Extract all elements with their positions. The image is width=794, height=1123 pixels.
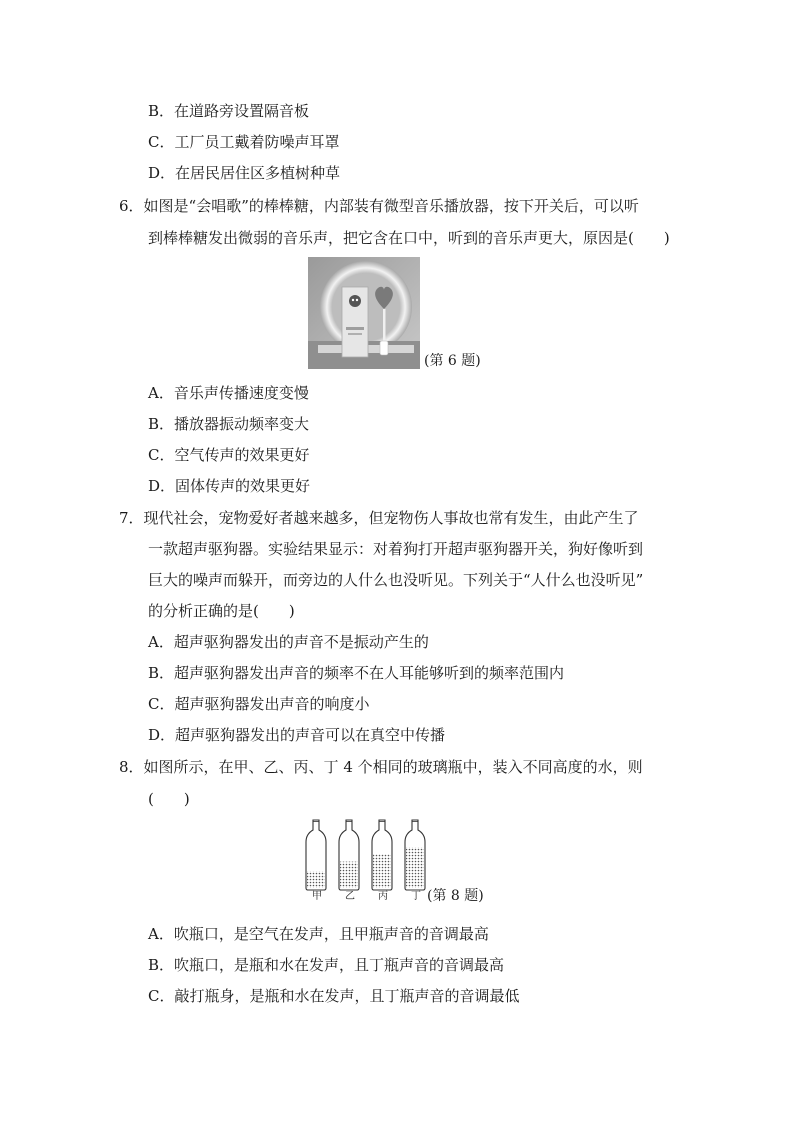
bottle-ding (405, 820, 425, 890)
q8-stem-line-1: 8．如图所示，在甲、乙、丙、丁 4 个相同的玻璃瓶中，装入不同高度的水，则 (119, 758, 643, 776)
q6-stem-line-2: 到棒棒糖发出微弱的音乐声，把它含在口中，听到的音乐声更大，原因是( ) (148, 229, 670, 247)
q7-stem-line-2: 一款超声驱狗器。实验结果显示：对着狗打开超声驱狗器开关，狗好像听到 (148, 540, 644, 558)
q5-option-d: D．在居民居住区多植树种草 (148, 164, 341, 182)
q6-lollipop-photo (308, 257, 420, 369)
water-jia (307, 871, 325, 888)
q6-stem-line-1: 6．如图是“会唱歌”的棒棒糖，内部装有微型音乐播放器，按下开关后，可以听 (119, 197, 639, 215)
q6-option-c: C．空气传声的效果更好 (148, 446, 310, 464)
water-ding (406, 847, 424, 888)
q8-option-a: A．吹瓶口，是空气在发声，且甲瓶声音的音调最高 (148, 925, 489, 943)
bottle-label-ding: 丁 (411, 891, 421, 902)
q8-option-b: B．吹瓶口，是瓶和水在发声，且丁瓶声音的音调最高 (148, 956, 505, 974)
q7-stem-line-4: 的分析正确的是( ) (148, 602, 295, 620)
bottle-label-yi: 乙 (345, 891, 355, 902)
q5-option-b: B．在道路旁设置隔音板 (148, 102, 310, 120)
q7-option-d: D．超声驱狗器发出的声音可以在真空中传播 (148, 726, 446, 744)
q6-option-d: D．固体传声的效果更好 (148, 477, 311, 495)
bottle-jia (306, 820, 326, 890)
q8-option-c: C．敲打瓶身，是瓶和水在发声，且丁瓶声音的音调最低 (148, 987, 520, 1005)
q7-option-b: B．超声驱狗器发出声音的频率不在人耳能够听到的频率范围内 (148, 664, 565, 682)
bottle-label-bing: 丙 (378, 891, 388, 902)
bottle-bing (372, 820, 392, 890)
q8-bottles-figure (300, 818, 430, 892)
q5-option-c: C．工厂员工戴着防噪声耳罩 (148, 133, 340, 151)
q7-stem-line-1: 7．现代社会，宠物爱好者越来越多，但宠物伤人事故也常有发生，由此产生了 (119, 509, 639, 527)
bottle-label-jia: 甲 (312, 891, 322, 902)
q6-option-a: A．音乐声传播速度变慢 (148, 384, 309, 402)
water-bing (373, 854, 391, 888)
q7-option-c: C．超声驱狗器发出声音的响度小 (148, 695, 370, 713)
q6-option-b: B．播放器振动频率变大 (148, 415, 310, 433)
q8-figure-caption: (第 8 题) (427, 888, 484, 904)
bottle-yi (339, 820, 359, 890)
q7-option-a: A．超声驱狗器发出的声音不是振动产生的 (148, 633, 429, 651)
q6-figure-caption: (第 6 题) (424, 353, 481, 369)
q8-stem-line-2: ( ) (148, 790, 190, 808)
q7-stem-line-3: 巨大的噪声而躲开，而旁边的人什么也没听见。下列关于“人什么也没听见” (148, 571, 644, 589)
water-yi (340, 862, 358, 888)
